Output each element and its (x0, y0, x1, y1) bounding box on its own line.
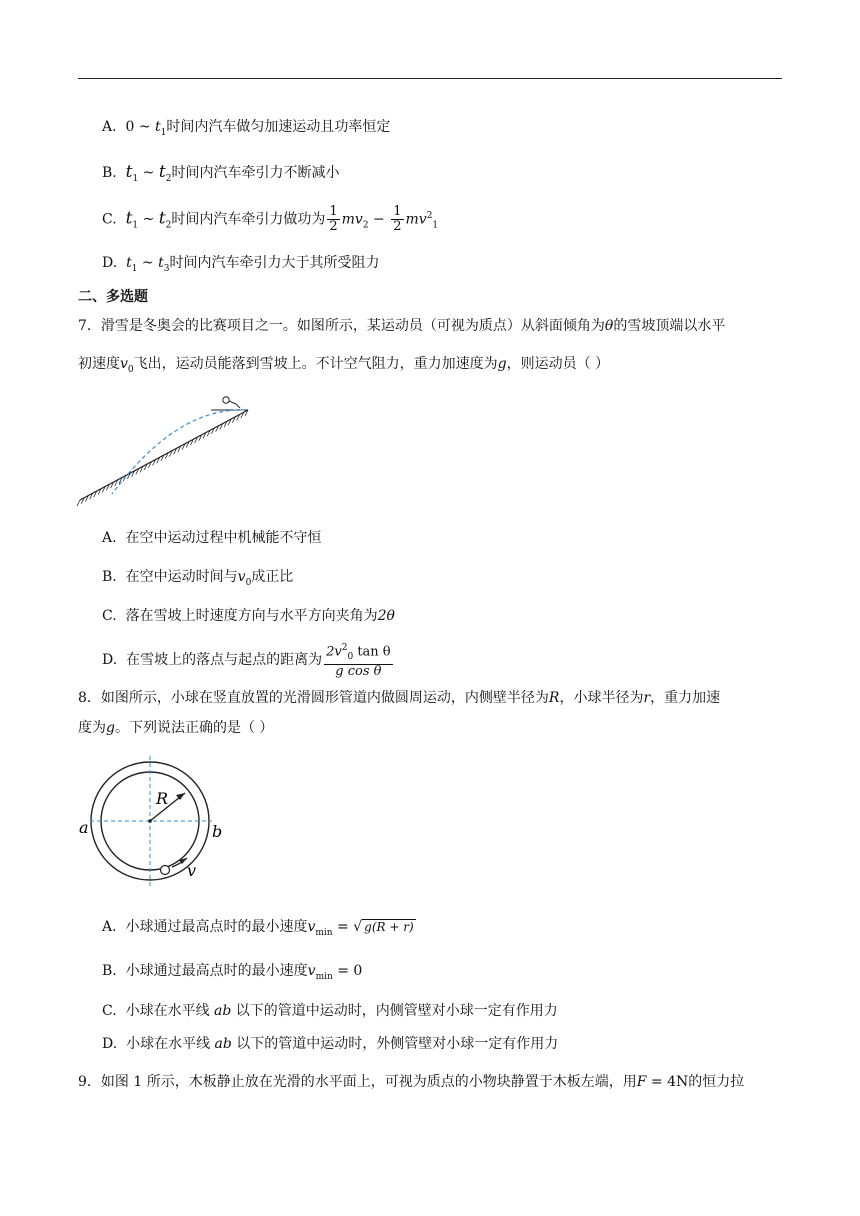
q6-option-c: C. $t_1$ ~ $t_2$时间内汽车牵引力做功为 $\frac{1}{2}$ $mv_2$ − $\frac{1}{2}$ $mv^2_1$ (102, 204, 439, 234)
q7-stem-line1: 7．滑雪是冬奥会的比赛项目之一。如图所示，某运动员（可视为质点）从斜面倾角为θ的雪坡顶端以水平 (78, 318, 726, 334)
fig-label-a: a (79, 818, 89, 837)
q8-option-d: D. 小球在水平线 ab 以下的管道中运动时，外侧管壁对小球一定有作用力 (102, 1036, 559, 1052)
header-rule (78, 78, 782, 79)
section-heading: 二、多选题 (78, 289, 148, 305)
q6-option-b: B. $t_1$ ~ $t_2$时间内汽车牵引力不断减小 (102, 162, 340, 184)
q8-option-a: A. 小球通过最高点时的最小速度$v_{min}$ = √ g(R + r) (102, 919, 414, 938)
ski-slope-figure (76, 388, 256, 514)
q9-stem-line1: 9．如图 1 所示，木板静止放在光滑的水平面上，可视为质点的小物块静置于木板左端，用F = 4N的恒力拉 (78, 1074, 745, 1090)
q6-option-a: A. 0 ~ $t_1$时间内汽车做匀加速运动且功率恒定 (102, 119, 391, 138)
q7-option-d: D. 在雪坡上的落点与起点的距离为 $\frac{2v^2_0 \tan \theta}{\text{g cos θ}}$ (102, 643, 391, 679)
q7-stem-line2: 初速度$v_0$飞出，运动员能落到雪坡上。不计空气阻力，重力加速度为g，则运动员（ ） (78, 356, 610, 375)
q6-option-d: D. $t_1$ ~ $t_3$时间内汽车牵引力大于其所受阻力 (102, 255, 380, 274)
fig-label-v: v (187, 861, 197, 880)
q8-option-c: C. 小球在水平线 ab 以下的管道中运动时，内侧管壁对小球一定有作用力 (102, 1003, 558, 1019)
q8-stem-line2: 度为g。下列说法正确的是（ ） (78, 720, 274, 736)
q8-option-b: B. 小球通过最高点时的最小速度$v_{min} = 0$ (102, 963, 363, 982)
q8-stem-line1: 8．如图所示，小球在竖直放置的光滑圆形管道内做圆周运动，内侧壁半径为R，小球半径为r，重力加速 (78, 690, 721, 706)
q7-option-b: B. 在空中运动时间与$v_0$成正比 (102, 569, 294, 588)
fig-label-b: b (212, 822, 223, 841)
q7-option-a: A. 在空中运动过程中机械能不守恒 (102, 530, 322, 546)
fig-label-R: R (156, 789, 169, 808)
circular-tube-figure (76, 752, 236, 888)
q7-option-c: C. 落在雪坡上时速度方向与水平方向夹角为2θ (102, 608, 395, 624)
